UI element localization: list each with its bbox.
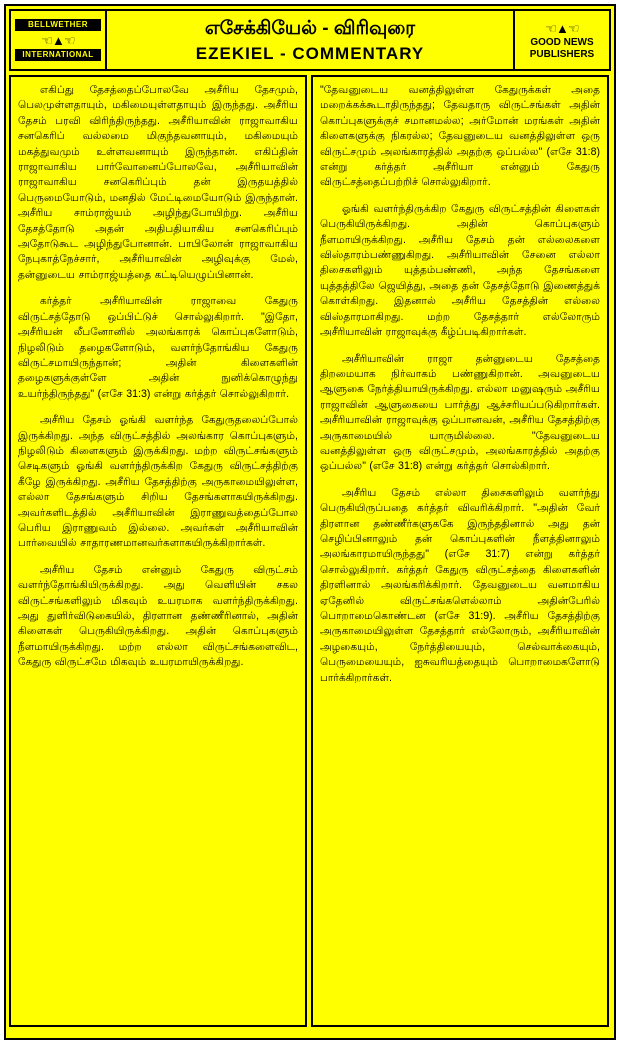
- publisher-logo-right: [513, 11, 609, 69]
- publisher-logo-left: [11, 11, 107, 69]
- body-columns: [9, 75, 611, 1027]
- title-tamil: எசேக்கியேல் - விரிவுரை: [204, 17, 416, 39]
- paragraph: ஓங்கி வளர்ந்திருக்கிற கேதுரு விருட்சத்தின் கிளைகள் பெருகியிருக்கிறது. அதின் கொப்புகளும் நீளமாயிருக்கிறது. அசீரிய தேசம் தன் எல்லைகளை விஸ்தாரம்பண்ணுகிறது. அசீரியாவின் சேனை எல்லா திசைகளிலும் யுத்தம்பண்ணி, அந்த தேசங்களை யுத்தத்திலே ஜெயித்து, அதை தன் தேசத்தோடு இணைத்துக் கொள்கிறது. இதனால் அசீரிய தேசத்தின் எல்லை விஸ்தாரமாகிறது. மற்ற தேசத்தார் எல்லோரும் அசீரியாவின் ராஜாவுக்கு கீழ்ப்படிகிறார்கள்.: [320, 202, 600, 339]
- logo-left-bottom-text: INTERNATIONAL: [15, 49, 101, 61]
- torch-icon: ☜▲☜: [41, 32, 75, 48]
- page-title: [107, 11, 513, 69]
- title-english: EZEKIEL - COMMENTARY: [195, 43, 425, 63]
- logo-left-top-text: BELLWETHER: [15, 19, 101, 31]
- right-column: [311, 75, 609, 1027]
- torch-icon: ☜▲☜: [545, 20, 579, 36]
- paragraph: அசீரிய தேசம் எல்லா திசைகளிலும் வளர்ந்து பெருகியிருப்பதை கர்த்தர் விவரிக்கிறார். "அதின் வேர் திரளான தண்ணீர்களுககே இருந்ததினால் அது தன் செழிப்பினாலும் தன் கொப்புகளின் நீளத்தினாலும் அலங்காரமாயிருந்தது" (எசே 31:7) என்று கர்த்தர் சொல்லுகிறார். கர்த்தர் கேதுரு விருட்சத்தை கிளைகளின் திரளினால் அலங்கரிக்கிறார். தேவனுடைய வனமாகிய ஏதேனில் விருட்சங்களெல்லாம் அதின்பேரில் பொறாமைகொண்டன (எசே 31:9). அசீரிய தேசத்திற்கு அருகாமையிலுள்ள தேசத்தார் எல்லோரும், அசீரியாவின் அழகையும், நேர்த்தியையும், செல்வாக்கையும், பெருமையையும், ஐசுவரியத்தையும் பொறாமைகளோடு பார்க்கிறார்கள்.: [320, 486, 600, 684]
- left-column: [9, 75, 307, 1027]
- logo-right-bottom-text: PUBLISHERS: [529, 49, 595, 60]
- paragraph: கர்த்தர் அசீரியாவின் ராஜாவை கேதுரு விருட்சத்தோடு ஒப்பிட்டுச் சொல்லுகிறார். "இதோ, அசீரியன் லீபனோனில் அலங்காரக் கொப்புகளோடும், நிழலிடும் தழைகளோடும், வளர்ந்தோங்கிய கேதுரு விருட்சமாயிருந்தான்; அதின் கிளைகளின் தழைகளுக்குள்ளே அதின் நுனிக்கொழுந்து உயர்ந்திருந்தது" (எசே 31:3) என்று கர்த்தர் சொல்லுகிறார்.: [18, 295, 298, 400]
- document-sheet: [4, 4, 616, 1040]
- paragraph: அசீரிய தேசம் என்னும் கேதுரு விருட்சம் வளர்ந்தோங்கியிருக்கிறது. அது வெளியின் சகல விருட்சங்களிலும் மிகவும் உயரமாக வளர்ந்திருக்கிறது. அது துளிர்விடுகையில், திரளான தண்ணீரினால், அதின் கிளைகள் பெருகியிருக்கிறது. அதின் கொப்புகளும் நீளமாயிருக்கிறது. மற்ற எல்லா விருட்சங்களைவிட, கேதுரு விருட்சமே மிகவும் உயரமாயிருக்கிறது.: [18, 563, 298, 669]
- page-header: [9, 9, 611, 71]
- paragraph: அசீரிய தேசம் ஓங்கி வளர்ந்த கேதுருதலைப்போல் இருக்கிறது. அந்த விருட்சத்தில் அலங்கார கொப்புகளும், நிழலிடும் கிளைகளும் இருக்கிறது. மற்ற விருட்சங்களும் செடிகளும் ஓங்கி வளர்ந்திருக்கிற கேதுரு விருட்சத்திற்கு கீழே இருக்கிறது. அசீரிய தேசத்திற்கு அருகாமையிலுள்ள, எல்லா தேசங்களும் சிறிய தேசங்களாகயிருக்கிறது. அவர்களிடத்தில் அசீரியாவின் இராணுவத்தைப்போல பெரிய இராணுவம் இல்லை. அவர்கள் அசீரியாவின் பார்வையில் சாதாரணமானவர்களாகயிருக்கிறார்கள்.: [18, 414, 298, 550]
- paragraph: எகிப்து தேசத்தைப்போலவே அசீரிய தேசமும், பெலமுள்ளதாயும், மகிமையுள்ளதாயும் இருந்தது. அசீரிய தேசம் பரவி விரிந்திருந்தது. அசீரியாவின் ராஜாவாகிய சனகெரிப் வல்லமை மிகுந்தவனாயும், மகிமையும் மகத்துவமும் உள்ளவனாயும் இருந்தான். எகிப்தின் ராஜாவாகிய பார்வோனைப்போலவே, அசீரியாவின் ராஜாவாகிய சனகெரிப்பும் தன் இருதயத்தில் பெருமையோடும், மனதில் மேட்டிமையோடும் இருந்தான். அசீரிய சாம்ராஜ்யம் அழிந்துபோயிற்று. அசீரிய தேசத்தோடு அதன் அதிபதியாகிய சனகெரிப்பும் அதோடுகூட அழிந்துபோனான். பாபிலோன் ராஜாவாகிய நேபுகாத்நேச்சார், அசீரியாவின் அழிவுக்கு மேல், தன்னுடைய சாம்ராஜ்யத்தை கட்டியெழுப்பினான்.: [18, 84, 298, 281]
- paragraph: "தேவனுடைய வனத்திலுள்ள கேதுருக்கள் அதை மறைக்கக்கூடாதிருந்தது; தேவதாரு விருட்சங்கள் அதின் கொப்புகளுக்குச் சமானமல்ல; அர்மோன் மரங்கள் அதின் கிளைகளுக்கு நிகரல்ல; தேவனுடைய வனத்திலுள்ள ஒரு விருட்சமும் அலங்காரத்தில் அதற்கு ஒப்பல்ல" (எசே 31:8) என்று கர்த்தர் அசீரியா என்னும் கேதுரு விருட்சத்தைப்பற்றிச் சொல்லுகிறார்.: [320, 84, 600, 189]
- logo-right-top-text: GOOD NEWS: [530, 37, 594, 48]
- paragraph: அசீரியாவின் ராஜா தன்னுடைய தேசத்தை திறமையாக நிர்வாகம் பண்ணுகிறான். அவனுடைய ஆளுகை நேர்த்தியாயிருக்கிறது. எல்லா மனுஷரும் அசீரிய ராஜாவின் ஆளுகையை பார்த்து ஆச்சரியப்படுகிறார்கள். அசீரியாவின் ராஜாவுக்கு ஒப்பானவன், அசீரிய தேசத்திற்கு அருகாமையில் யாருமில்லை. "தேவனுடைய வனத்திலுள்ள ஒரு விருட்சமும், அலங்காரத்தில் அதற்கு ஒப்பல்ல" (எசே 31:8) என்று கர்த்தர் சொல்கிறார்.: [320, 352, 600, 473]
